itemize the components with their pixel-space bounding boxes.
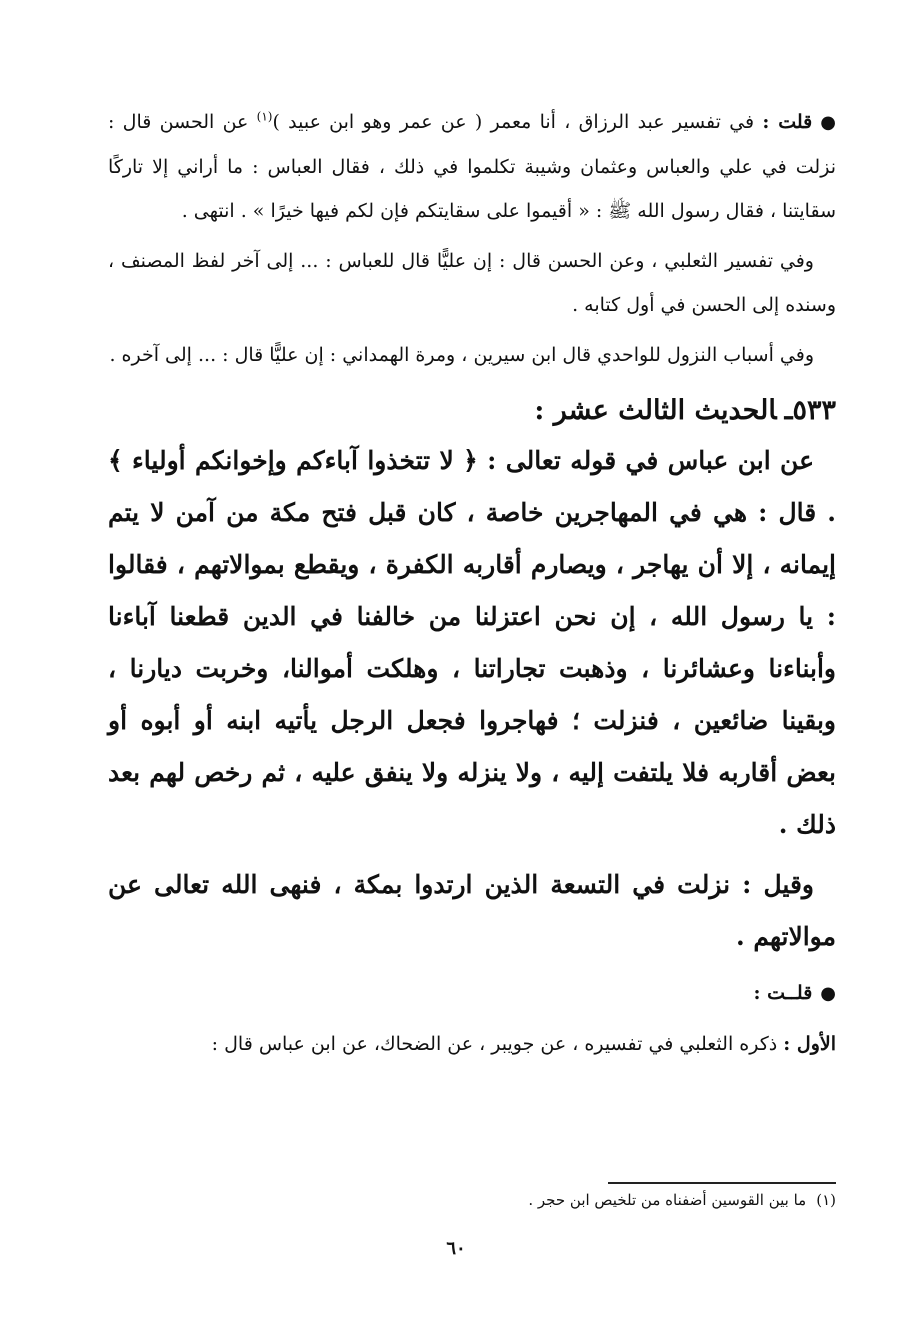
paragraph-text: في تفسير عبد الرزاق ، أنا معمر ( عن عمر وهو ابن عبيد ) — [272, 111, 755, 133]
qultu-marker: قلــت : — [753, 982, 813, 1004]
qultu-marker: قلت : — [762, 111, 813, 133]
paragraph-text-continued: عن الحسن قال : نزلت في علي والعباس وعثمان وشيبة تكلموا في ذلك ، فقال العباس : ما أراني إلا تاركًا سقايتنا ، فقال رسول الله ﷺ : « أقيموا على سقايتكم فإن لكم فيها خيرًا » . انتهى . — [108, 111, 836, 222]
hadith-text: عن ابن عباس في قوله تعالى : ﴿ لا تتخذوا آباءكم وإخوانكم أولياء ﴾ . قال : هي في المهاجرين خاصة ، كان قبل فتح مكة من آمن لا يتم إيمانه ، إلا أن يهاجر ، ويصارم أقاربه الكفرة ، ويقطع بموالاتهم ، فقالوا : يا رسول الله ، إن نحن اعتزلنا من خالفنا في الدين قطعنا آباءنا وأبناءنا وعشائرنا ، وذهبت تجاراتنا ، وهلكت أموالنا، وخربت ديارنا ، وبقينا ضائعين ، فنزلت ؛ فهاجروا فجعل الرجل يأتيه ابنه أو أبوه أو بعض أقاربه فلا يلتفت إليه ، ولا ينزله ولا ينفق عليه ، ثم رخص لهم بعد ذلك . — [108, 446, 836, 839]
first-source-text: ذكره الثعلبي في تفسيره ، عن جويبر ، عن الضحاك، عن ابن عباس قال : — [211, 1033, 778, 1055]
first-marker: الأول : — [783, 1033, 836, 1055]
footnote-text: ما بين القوسين أضفناه من تلخيص ابن حجر . — [528, 1191, 807, 1209]
thalabi-paragraph: وفي تفسير الثعلبي ، وعن الحسن قال : إن عليًّا قال للعباس : ... إلى آخر لفظ المصنف ، وسنده إلى الحسن في أول كتابه . — [108, 250, 836, 316]
footnote-reference: (١) — [256, 109, 273, 124]
hadith-heading — [108, 383, 836, 439]
page-body — [108, 100, 836, 1072]
bullet-icon: ● — [820, 983, 836, 1004]
alternate-view-paragraph: وقيل : نزلت في التسعة الذين ارتدوا بمكة ، فنهى الله تعالى عن موالاتهم . — [108, 870, 836, 951]
hadith-title: الحديث الثالث عشر : — [534, 395, 777, 426]
hadith-number: ٥٣٣ـ — [784, 395, 836, 426]
footnote — [300, 1186, 836, 1214]
first-source-line — [108, 1022, 836, 1066]
footnote-number: (١) — [816, 1191, 836, 1209]
page-number: ٦٠ — [446, 1238, 466, 1259]
footnote-divider — [608, 1182, 836, 1184]
wahidi-paragraph: وفي أسباب النزول للواحدي قال ابن سيرين ، ومرة الهمداني : إن عليًّا قال : ... إلى آخره . — [109, 344, 814, 366]
qultu-heading — [108, 971, 836, 1016]
bullet-icon: ● — [820, 112, 836, 133]
qultu-paragraph — [108, 100, 836, 233]
